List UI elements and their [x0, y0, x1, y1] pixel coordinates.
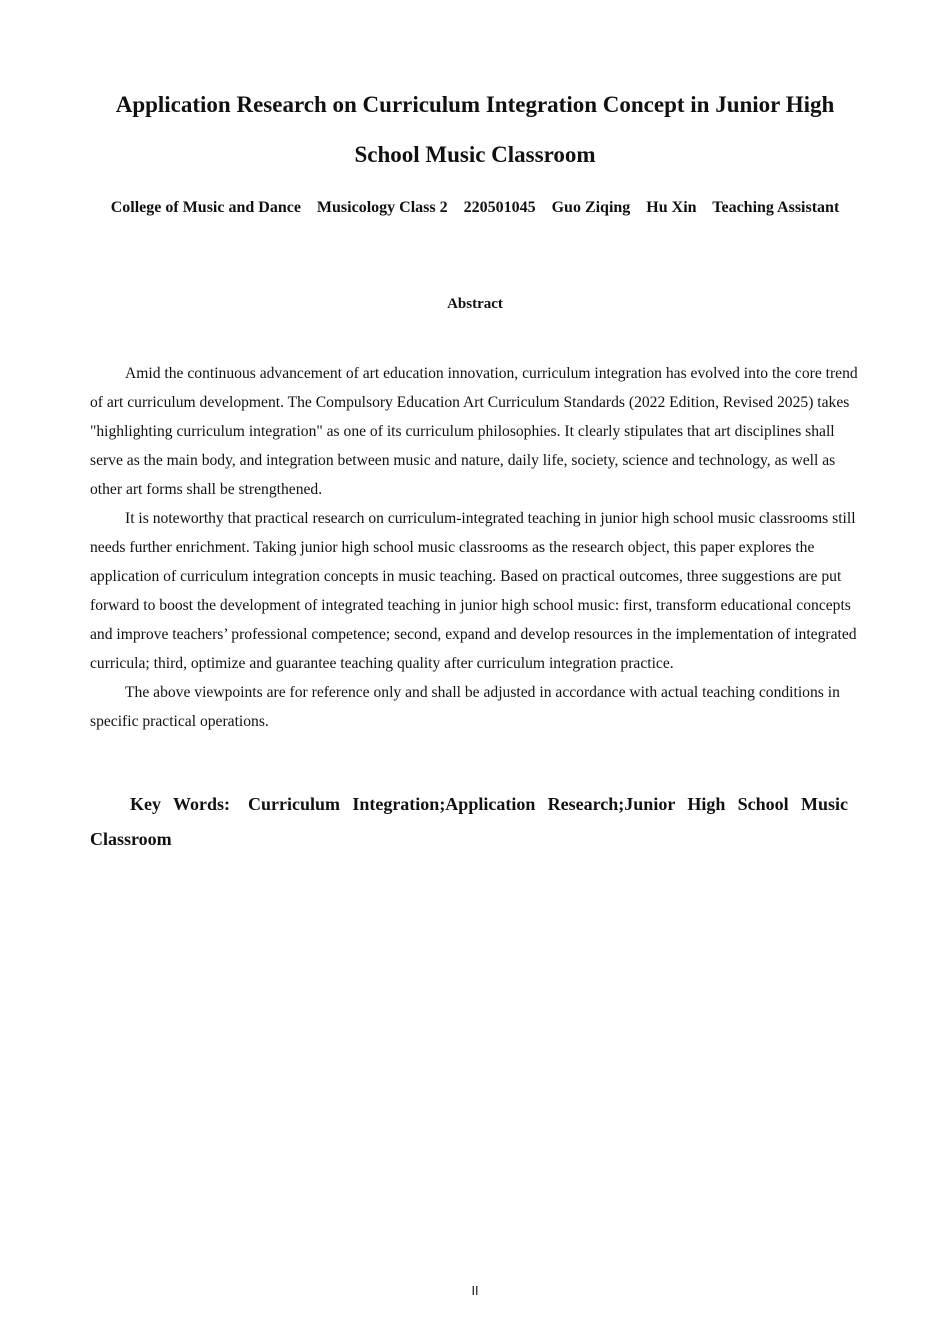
advisor-name: Hu Xin: [646, 199, 697, 216]
author-name: Guo Ziqing: [551, 199, 631, 216]
college-name: College of Music and Dance: [110, 199, 301, 216]
paper-title: Application Research on Curriculum Integration Concept in Junior High School Music Classroom: [115, 92, 835, 167]
abstract-paragraph: Amid the continuous advancement of art education innovation, curriculum integration has evolved into the core trend of art curriculum development. The Compulsory Education Art Curriculum Standards (2022 Edition, Revised 2025) takes "highlighting curriculum integration" as one of its curriculum philosophies. It clearly stipulates that art disciplines shall serve as the main body, and integration between music and nature, daily life, society, science and technology, as well as other art forms shall be strengthened.: [90, 365, 858, 498]
advisor-title: Teaching Assistant: [712, 199, 840, 216]
abstract-paragraph: The above viewpoints are for reference only and shall be adjusted in accordance with actual teaching conditions in specific practical operations.: [90, 684, 840, 730]
student-id: 220501045: [463, 199, 536, 216]
keywords: [90, 787, 848, 857]
keywords-label: Key Words:: [130, 794, 230, 814]
abstract-body: [90, 359, 860, 736]
page-number: II: [471, 1284, 479, 1298]
class-name: Musicology Class 2: [316, 199, 448, 216]
abstract-heading: Abstract: [447, 296, 503, 312]
abstract-paragraph: It is noteworthy that practical research on curriculum-integrated teaching in junior high school music classrooms still needs further enrichment. Taking junior high school music classrooms as the research object, this paper explores the application of curriculum integration concepts in music teaching. Based on practical outcomes, three suggestions are put forward to boost the development of integrated teaching in junior high school music: first, transform educational concepts and improve teachers’ professional competence; second, expand and develop resources in the implementation of integrated curricula; third, optimize and guarantee teaching quality after curriculum integration practice.: [90, 510, 857, 672]
author-byline: [96, 193, 854, 222]
keywords-text: Curriculum Integration;Application Research;Junior High School Music Classroom: [90, 794, 848, 849]
